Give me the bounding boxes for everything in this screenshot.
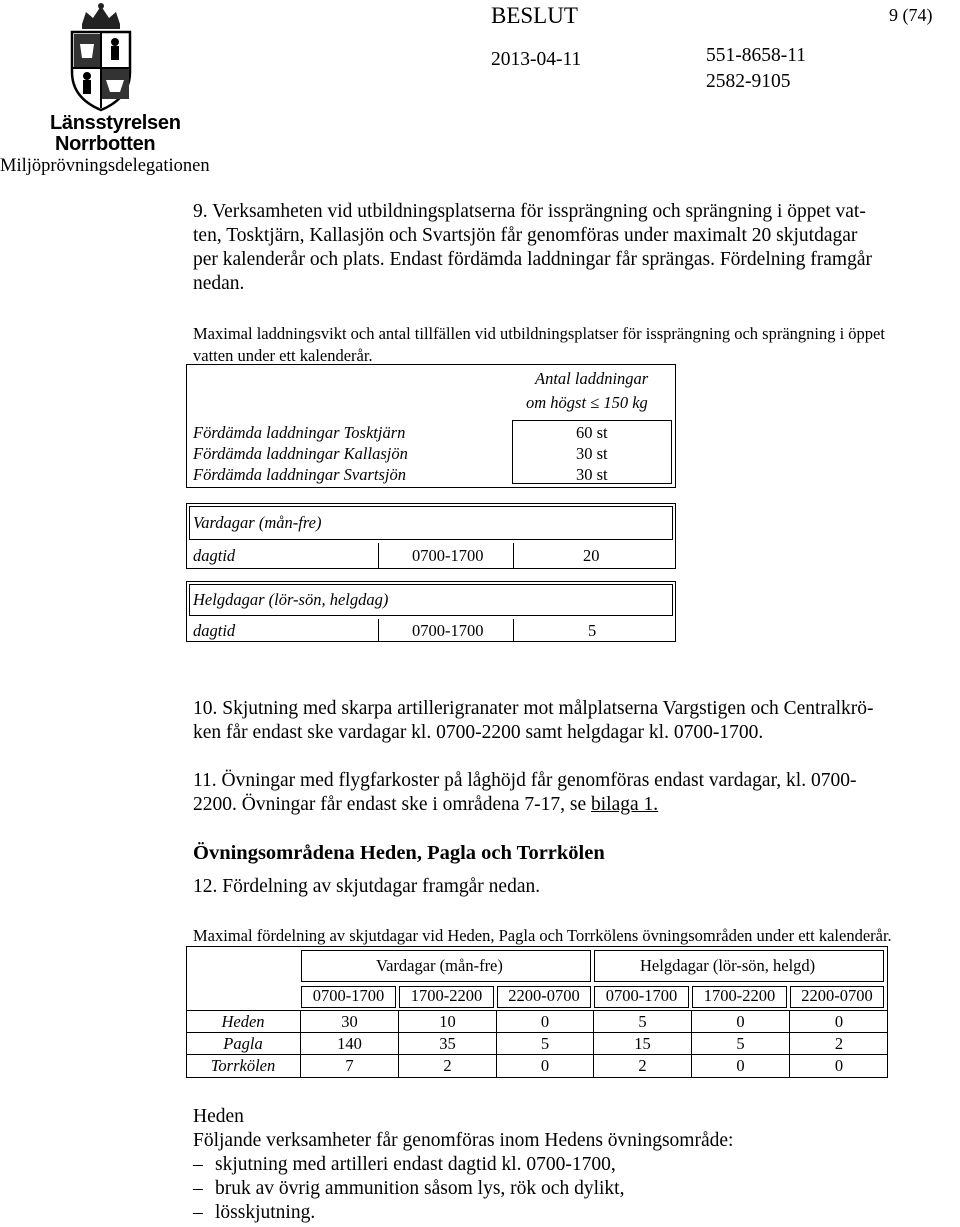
holidays-divider [378, 619, 379, 642]
caption1-line1: Maximal laddningsvikt och antal tillfällen vid utbildningsplatser för issprängning och sprängning i öppet [193, 324, 885, 343]
item9-line4: nedan. [193, 273, 245, 294]
table-cell: 10 [439, 1012, 456, 1031]
page-number: 9 (74) [889, 5, 933, 25]
reference-number-1: 551-8658-11 [706, 45, 807, 66]
charges-row-label: Fördämda laddningar Tosktjärn [193, 423, 406, 442]
column-header: 2200-0700 [801, 986, 873, 1005]
charges-row-value: 60 st [576, 423, 608, 442]
holidays-divider [513, 619, 514, 642]
holidays-label: dagtid [193, 621, 236, 640]
table-cell: 7 [345, 1056, 354, 1075]
item9-line1: 9. Verksamheten vid utbildningsplatserna för issprängning och sprängning i öppet vat- [193, 201, 866, 222]
bullet-item [193, 1177, 624, 1201]
table-cell: 5 [540, 1034, 550, 1053]
table-cell: 0 [540, 1012, 550, 1031]
item12: 12. Fördelning av skjutdagar framgår nedan. [193, 876, 541, 897]
charges-row-value: 30 st [576, 444, 608, 463]
holidays-time: 0700-1700 [412, 621, 484, 640]
dash-bullet-icon: – [193, 1178, 203, 1199]
column-header: 1700-2200 [410, 986, 483, 1005]
table-cell: 2 [834, 1034, 844, 1053]
item11-text: 2200. Övningar får endast ske i områdena 7-17, se [193, 794, 592, 815]
group-header-weekdays: Vardagar (mån-fre) [376, 956, 503, 975]
table-cell: 0 [736, 1012, 745, 1031]
bullet-item [193, 1153, 616, 1177]
bullet-text: bruk av övrig ammunition såsom lys, rök och dylikt, [215, 1178, 625, 1199]
column-header: 2200-0700 [508, 986, 580, 1005]
item11-line2 [193, 793, 658, 817]
table-cell: 35 [439, 1034, 456, 1053]
table-cell: 5 [638, 1012, 647, 1031]
group-header-holidays: Helgdagar (lör-sön, helgd) [640, 956, 816, 975]
row-name: Pagla [223, 1034, 263, 1053]
table-cell: 0 [540, 1056, 550, 1075]
column-header: 1700-2200 [703, 986, 776, 1005]
column-header: 0700-1700 [605, 986, 678, 1005]
bullet-text: skjutning med artilleri endast dagtid kl. 0700-1700, [215, 1154, 616, 1175]
weekdays-label: dagtid [193, 546, 236, 565]
dash-bullet-icon: – [193, 1154, 203, 1175]
org-subtitle: Miljöprövningsdelegationen [0, 156, 210, 176]
coat-of-arms-logo [60, 2, 142, 114]
table-cell: 15 [634, 1034, 651, 1053]
appendix-link[interactable]: bilaga 1. [591, 794, 659, 815]
table-cell: 30 [341, 1012, 358, 1031]
table-cell: 5 [736, 1034, 745, 1053]
charges-header-line2: om högst ≤ 150 kg [526, 393, 648, 412]
charges-header-line1: Antal laddningar [535, 369, 649, 388]
document-type: BESLUT [491, 3, 578, 28]
weekdays-title: Vardagar (mån-fre) [193, 513, 322, 532]
item9-line2: ten, Tosktjärn, Kallasjön och Svartsjön får genomföras under maximalt 20 skjutdagar [193, 225, 858, 246]
section-heading: Övningsområdena Heden, Pagla och Torrkölen [193, 842, 605, 864]
column-header: 0700-1700 [312, 986, 385, 1005]
weekdays-divider [513, 543, 514, 569]
decision-date: 2013-04-11 [491, 49, 582, 70]
caption2: Maximal fördelning av skjutdagar vid Heden, Pagla och Torrkölens övningsområden under ett kalenderår. [193, 926, 892, 945]
item10-line1: 10. Skjutning med skarpa artillerigranater mot målplatserna Vargstigen och Centralkrö- [193, 698, 874, 719]
charges-row-label: Fördämda laddningar Kallasjön [193, 444, 408, 463]
org-name-line1: Länsstyrelsen [50, 112, 181, 134]
table-cell: 0 [834, 1012, 844, 1031]
charges-row-value: 30 st [576, 465, 608, 484]
heden-intro: Följande verksamheter får genomföras inom Hedens övningsområde: [193, 1130, 734, 1151]
table-cell: 140 [337, 1034, 362, 1053]
charges-row-label: Fördämda laddningar Svartsjön [193, 465, 406, 484]
reference-number-2: 2582-9105 [706, 71, 791, 92]
row-name: Torrkölen [210, 1056, 276, 1075]
bullet-item [193, 1201, 315, 1225]
caption1-line2: vatten under ett kalenderår. [193, 346, 373, 365]
item11-line1: 11. Övningar med flygfarkoster på låghöjd får genomföras endast vardagar, kl. 0700- [193, 770, 857, 791]
table-cell: 2 [443, 1056, 452, 1075]
weekdays-divider [378, 543, 379, 569]
org-name-line2: Norrbotten [55, 133, 156, 155]
data-grid-row-line [186, 1054, 888, 1055]
item9-line3: per kalenderår och plats. Endast fördämda laddningar får sprängas. Fördelning framgår [193, 249, 872, 270]
table-cell: 0 [736, 1056, 745, 1075]
bullet-text: lösskjutning. [215, 1202, 316, 1223]
data-grid-row-line [186, 1032, 888, 1033]
holidays-value: 5 [588, 621, 597, 640]
heden-heading: Heden [193, 1106, 244, 1127]
table-cell: 0 [834, 1056, 844, 1075]
holidays-title: Helgdagar (lör-sön, helgdag) [193, 590, 389, 609]
table-cell: 2 [638, 1056, 647, 1075]
weekdays-time: 0700-1700 [412, 546, 484, 565]
dash-bullet-icon: – [193, 1202, 203, 1223]
weekdays-value: 20 [583, 546, 600, 565]
item10-line2: ken får endast ske vardagar kl. 0700-2200 samt helgdagar kl. 0700-1700. [193, 722, 764, 743]
row-name: Heden [221, 1012, 265, 1031]
